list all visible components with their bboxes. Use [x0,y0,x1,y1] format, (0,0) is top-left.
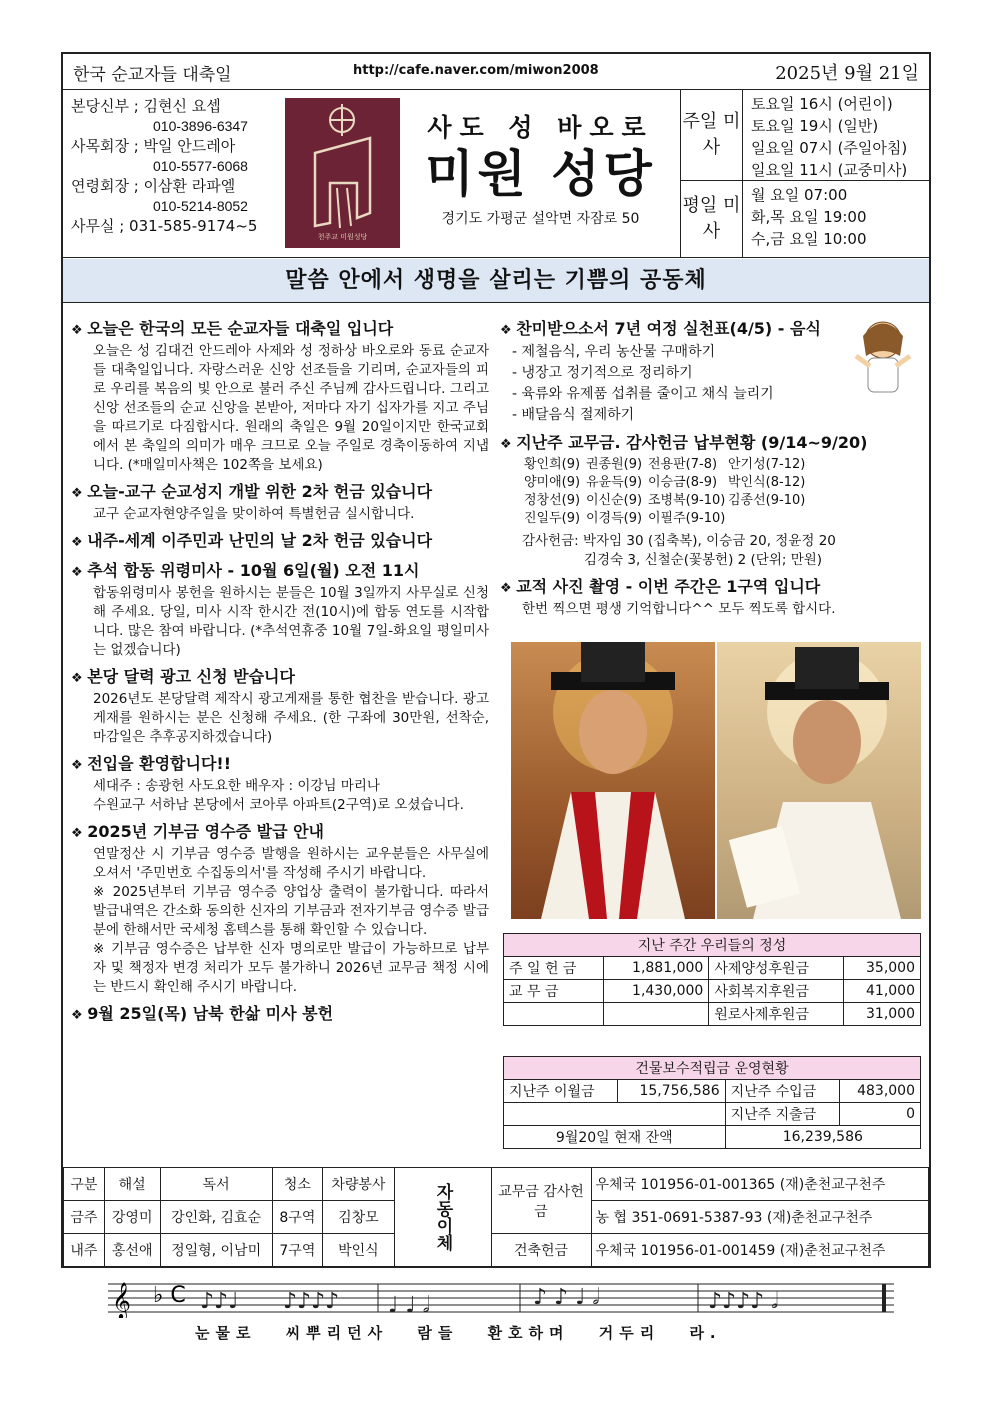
feast-title: 한국 순교자들 대축일 [73,65,232,85]
duty-roster: 구분 해설 독서 청소 차량봉사 자동이체 교무금 감사헌금 우체국 101956-01-001365 (재)춘천교구천주 금주 강영미 강인화, 김효순 8구역 김창모 농 협 351-0691-5387-93 (재)춘천교구천주 내주 홍선애 정일형, 이남미 7구역 박인식 건축헌금 우체국 101956-01-001459 (재)춘천교구천주 [63,1167,929,1267]
song-lyrics: 눈물로 씨뿌리던사 람들 환호하며 거두리 라. [195,1324,722,1342]
header [63,90,929,258]
saint-paul-jeong-image [717,642,921,919]
jesus-cartoon-icon [848,316,918,396]
svg-text:♭ C: ♭ C [153,1283,186,1308]
music-staff [108,1278,894,1318]
martyrs-painting [511,642,921,919]
motto-banner: 말씀 안에서 생명을 살리는 기쁨의 공동체 [63,259,929,303]
cross-building-icon [285,98,400,238]
offering-table: 지난 주간 우리들의 정성 주 일 헌 금 1,881,000 사제양성후원금 35,000 교 무 금 1,430,000 사회복지후원금 41,000 원로사제후원금 31,000 [503,933,921,1026]
sunday-mass-label: 주일 미사 [681,90,743,180]
church-logo: 천주교 미원성당 [285,98,400,248]
auto-transfer-label: 자동이체 [394,1168,491,1267]
bulletin-date: 2025년 9월 21일 [775,63,919,84]
contacts: 본당신부 ; 김현신 요셉 010-3896-6347 사목회장 ; 박일 안드레아 010-5577-6068 연령회장 ; 이삼환 라파엘 010-5214-8052 사무실 ; 031-585-9174~5 [71,97,258,235]
svg-text:♪♪♪♪ 𝅗𝅥: ♪♪♪♪ 𝅗𝅥 [708,1289,779,1314]
svg-text:♪♪♪♪: ♪♪♪♪ [283,1289,340,1314]
svg-text:♩ ♩ 𝅗𝅥: ♩ ♩ 𝅗𝅥 [388,1293,430,1318]
right-column: ❖ 찬미받으소서 7년 여정 실천표(4/5) - 음식 - 제철음식, 우리 농산물 구매하기 - 냉장고 정기적으로 정리하기 - 육류와 유제품 섭취를 줄이고 채식 늘리기 - 배달음식 절제하기 ❖ 지난주 교무금. 감사헌금 납부현황 (9/14~9/20) 황인희(9) 권종원(9) 전용판(7-8) 안기성(7-12) 양미애(9) 유윤득(9) 이승금(8-9) 박인식(8-12) 정창선(9) 이신순(9) 조병복(9-10) 김종선(9-10) 진일두(9) 이경득(9) 이필주(9-10) 감사헌금: 박자임 30 (집축복), 이승금 20, 정윤정 20 김경숙 3, 신철순(꽃봉헌) 2 (단위; 만원) ❖ 교적 사진 촬영 - 이번 주간은 1구역 입니다 한번 찍으면 평생 기억합니다^^ 모두 찍도록 합시다. [500,312,922,619]
church-title: 사도 성 바오로 미원 성당 경기도 가평군 설악면 자잠로 50 [425,113,656,227]
mass-schedule: 주일 미사 토요일 16시 (어린이) 토요일 19시 (일반) 일요일 07시 (주일아침) 일요일 11시 (교중미사) 평일 미사 월 요일 07:00 화,목 요일 19:00 수,금 요일 10:00 [680,90,929,257]
building-fund-table: 건물보수적립금 운영현황 지난주 이월금 15,756,586 지난주 수입금 483,000 지난주 지출금 0 9월20일 현재 잔액 16,239,586 [503,1056,921,1149]
treble-clef-icon: 𝄞 [112,1281,131,1318]
svg-text:♪♪♩: ♪♪♩ [200,1289,239,1314]
svg-text:♪ ♪ ♩ 𝅗𝅥: ♪ ♪ ♩ 𝅗𝅥 [533,1285,600,1310]
donor-names: 황인희(9) 권종원(9) 전용판(7-8) 안기성(7-12) 양미애(9) 유윤득(9) 이승금(8-9) 박인식(8-12) 정창선(9) 이신순(9) 조병복(9-10) 김종선(9-10) 진일두(9) 이경득(9) 이필주(9-10) [524,457,806,526]
left-column: ❖ 오늘은 한국의 모든 순교자들 대축일 입니다 오늘은 성 김대건 안드레아 사제와 성 정하상 바오로와 동료 순교자들 대축일입니다. 자랑스러운 신앙 선조들을 기리며, 순교자들의 피로 우리를 복음의 빛 안으로 불러 주신 주님께 감사드립니다. 그리고 신앙 선조들의 순교 신앙을 본받아, 저마다 자기 십자가를 지고 주님을 따르기로 다짐합시다. 원래의 축일은 9월 20일이지만 한국교회에서 본 축일의 의미가 매우 크므로 오늘 주일로 경축이동하여 지냅니다. (*매일미사책은 102쪽을 보세요) ❖ 오늘-교구 순교성지 개발 위한 2차 헌금 있습니다 교구 순교자현양주일을 맞이하여 특별헌금 실시합니다. ❖ 내주-세계 이주민과 난민의 날 2차 헌금 있습니다 ❖ 추석 합동 위령미사 - 10월 6일(월) 오전 11시 합동위령미사 봉헌을 원하시는 분들은 10월 3일까지 사무실로 신청해 주세요. 당일, 미사 시작 한시간 전(10시)에 합동 연도를 시작합니다. 많은 참여 바랍니다. (*추석연휴중 10월 7일-화요일 평일미사는 없겠습니다) ❖ 본당 달력 광고 신청 받습니다 2026년도 본당달력 제작시 광고게재를 통한 협찬을 받습니다. 광고게재를 원하시는 분은 신청해 주세요. (한 구좌에 30만원, 선착순, 마감일은 추후공지하겠습니다) ❖ 전입을 환영합니다!! 세대주 : 송광헌 사도요한 배우자 : 이강님 마리나 수원교구 서하남 본당에서 코아루 아파트(2구역)로 오셨습니다. ❖ 2025년 기부금 영수증 발급 안내 연말정산 시 기부금 영수증 발행을 원하시는 교우분들은 사무실에 오셔서 '주민번호 수집동의서'를 작성해 주시기 바랍니다. ※ 2025년부터 기부금 영수증 양업상 출력이 불가합니다. 따라서 발급내역은 간소화 동의한 신자의 기부금과 전자기부금 영수증 발급분에 한해서만 국세청 홈텍스를 통해 확인할 수 있습니다. ※ 기부금 영수증은 납부한 신자 명의로만 발급이 가능하므로 납부자 및 책정자 변경 처리가 모두 불가하니 2026년 교무금 책정 시에는 반드시 확인해 주시기 바랍니다. ❖ 9월 25일(목) 남북 한삶 미사 봉헌 [71,312,489,1027]
bulletin-page [61,52,931,1268]
top-bar [63,54,929,90]
cafe-link[interactable]: http://cafe.naver.com/miwon2008 [353,63,599,78]
weekday-mass-label: 평일 미사 [681,181,743,257]
saint-andrew-kim-image [511,642,715,919]
